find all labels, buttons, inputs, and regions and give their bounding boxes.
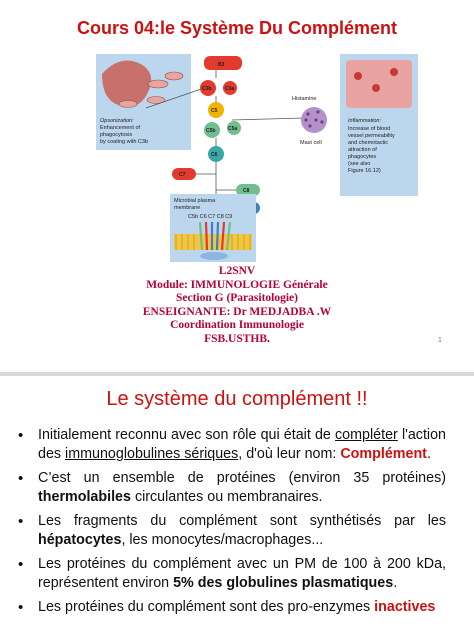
component-c5b-label: C5b: [206, 128, 216, 134]
inflammation-desc-2: vessel permeability: [348, 133, 395, 139]
opsonization-desc-2: phagocytosis: [100, 132, 133, 138]
credits-coordination: Coordination Immunologie: [170, 319, 304, 331]
credits-teacher: ENSEIGNANTE: Dr MEDJADBA .W: [142, 305, 332, 318]
inflammation-desc-3: and chemotactic: [348, 140, 389, 146]
bullet-5: [14, 598, 446, 617]
bacterium-2: [165, 72, 183, 80]
bullet-4-bold: 5% des globulines plasmatiques: [173, 575, 394, 591]
bullet-3: [14, 512, 446, 550]
mast-cell-label: Mast cell: [300, 140, 322, 146]
bullet-2-bold: thermolabiles: [38, 489, 131, 505]
inflammation-desc-7: Figure 16.12): [348, 168, 381, 174]
bullet-1-text-2: l'action des: [38, 427, 446, 462]
inflammation-desc-4: attraction of: [348, 147, 377, 153]
slide-2: [0, 378, 474, 632]
blood-vessel: [346, 60, 412, 108]
bullet-3-text-2: , les monocytes/macrophages...: [121, 532, 324, 548]
credits-section: Section G (Parasitologie): [175, 292, 298, 304]
component-c3a-label: C3a: [225, 86, 235, 92]
bullet-5-text-1: Les protéines du complément sont des pro-enzymes: [38, 599, 375, 615]
bullet-2-text-2: circulantes ou membranaires.: [130, 489, 323, 505]
component-c3b-label: C3b: [202, 86, 212, 92]
membrane-label-1: Microbial plasma: [174, 198, 216, 204]
component-c7-label: C7: [179, 172, 186, 178]
bullet-4: [14, 555, 446, 593]
bullet-list: [14, 426, 446, 622]
inflammation-desc-6: (see also: [348, 161, 371, 167]
bullet-3-text-1: Les fragments du complément sont synthétisés par les: [38, 513, 446, 529]
bullet-1-text-3: , d'où leur nom:: [238, 446, 341, 462]
membrane-label-2: membrane: [174, 205, 201, 211]
bullet-1-text-4: .: [426, 446, 431, 462]
bullet-2: [14, 469, 446, 507]
slide-2-title: Le système du complément !!: [106, 388, 368, 410]
credits-level: L2SNV: [218, 265, 256, 277]
inflammation-desc-5: phagocytes: [348, 154, 377, 160]
opsonization-desc-3: by coating with C3b: [100, 139, 148, 145]
slide-divider: [0, 372, 474, 376]
bullet-5-highlight: inactives: [374, 599, 436, 615]
credits-fsb: [0, 333, 474, 347]
bullet-4-text-2: .: [393, 575, 398, 591]
inflammation-desc-1: Increase of blood: [348, 126, 391, 132]
pore-arrow: [200, 252, 228, 260]
course-credits: [0, 265, 474, 346]
page-number: 1: [438, 337, 442, 344]
slide-1-title: Cours 04:le Système Du Complément: [76, 18, 398, 38]
mac-components-label: C5b C6 C7 C8 C9: [188, 214, 233, 220]
bullet-1: [14, 426, 446, 464]
histamine-label: Histamine: [292, 96, 317, 102]
bullet-3-bold: hépatocytes: [38, 532, 122, 548]
bullet-2-text-1: C’est un ensemble de protéines (environ 35 protéines): [38, 470, 446, 486]
inflammation-label: Inflammation:: [348, 118, 382, 124]
bullet-1-underlined-1: compléter: [335, 427, 398, 443]
bullet-1-highlight: Complément: [340, 446, 427, 462]
complement-diagram: [96, 50, 418, 264]
component-c8-label: C8: [243, 188, 250, 194]
credits-module: Module: IMMUNOLOGIE Générale: [146, 278, 328, 291]
component-c5-label: C5: [211, 108, 218, 114]
component-c6-label: C6: [211, 152, 218, 158]
component-b3-label: B3: [218, 62, 225, 68]
credits-fsb-dot: .: [267, 332, 270, 345]
component-c5a-label: C5a: [228, 126, 238, 132]
opsonization-label: Opsonization:: [100, 118, 134, 124]
opsonization-desc-1: Enhancement of: [100, 125, 141, 131]
bacterium-4: [119, 101, 137, 108]
bullet-1-underlined-2: immunoglobulines sériques: [65, 446, 239, 462]
bacterium-1: [148, 80, 168, 88]
credits-fsb-text: FSB.USTHB: [204, 332, 268, 345]
bullet-1-text-1: Initialement reconnu avec son rôle qui était de: [38, 427, 336, 443]
bullet-4-text-1: Les protéines du complément avec un PM de 100 à 200 kDa, représentent environ: [38, 556, 446, 591]
